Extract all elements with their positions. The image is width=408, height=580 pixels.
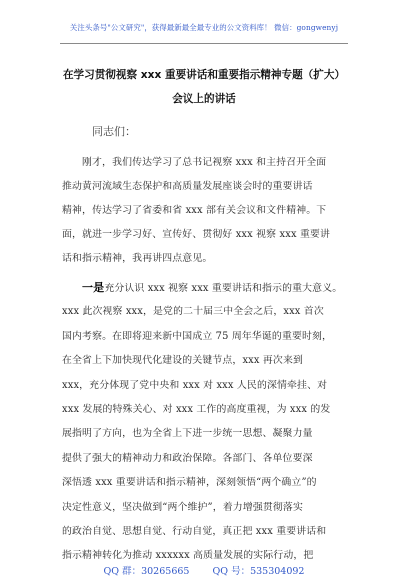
footer-qq-group: QQ 群：30265665 [103,566,190,577]
document-title-line-2: 会议上的讲话 [172,93,236,105]
footer-qq-number: QQ 号：535304092 [212,566,305,577]
paragraph-1-line: 刚才，我们传达学习了总书记视察 xxx 和主持召开全面 [82,157,327,168]
point-one-heading: 充分认识 xxx 视察 xxx 重要讲话和指示的重大意义。 [104,283,343,294]
paragraph-1-line: 精神，传达学习了省委和省 xxx 部有关会议和文件精神。下 [62,205,327,216]
paragraph-2-line: 在全省上下加快现代化建设的关键节点，xxx 再次来到 [62,355,303,366]
point-one-lead: 一是 [82,281,105,294]
paragraph-1-line: 话和指示精神，我再讲四点意见。 [62,253,213,264]
paragraph-2-line: 国内考察。在即将迎来新中国成立 75 周年华诞的重要时刻， [62,331,333,342]
paragraph-2-line: xxx，充分体现了党中央和 xxx 对 xxx 人民的深情牵挂、对 [62,380,328,391]
paragraph-2-line: 展指明了方向，也为全省上下进一步统一思想、凝聚力量 [62,428,313,439]
footer-contact [0,563,408,577]
paragraph-2-line: 指示精神转化为推动 xxxxxx 高质量发展的实际行动，把 [62,550,314,561]
document-title-line-1: 在学习贯彻视察 xxx 重要讲话和重要指示精神专题（扩大） [62,69,346,81]
paragraph-1-line: 推动黄河流域生态保护和高质量发展座谈会时的重要讲话 [62,181,313,192]
paragraph-2-line: 决定性意义，坚决做到“两个维护”，着力增强贯彻落实 [62,502,303,513]
paragraph-2-line: 提供了强大的精神动力和政治保障。各部门、各单位要深 [62,453,313,464]
paragraph-1-line: 面，就进一步学习好、宣传好、贯彻好 xxx 视察 xxx 重要讲 [62,229,331,240]
paragraph-2-line: xxx 发展的特殊关心、对 xxx 工作的高度重视，为 xxx 的发 [62,404,331,415]
paragraph-2-first-line [82,279,342,295]
paragraph-2-line: xxx 此次视察 xxx，是党的二十届三中全会之后，xxx 首次 [62,306,324,317]
paragraph-2-line: 的政治自觉、思想自觉、行动自觉，真正把 xxx 重要讲话和 [62,526,327,537]
header-banner: 关注头条号"公文研究"，获得最新最全最专业的公文资料库！ 微信：gongwenyj [69,23,339,32]
salutation: 同志们： [92,125,136,138]
header-divider [60,43,348,44]
paragraph-2-line: 深悟透 xxx 重要讲话和指示精神，深刻领悟“两个确立”的 [62,477,317,488]
